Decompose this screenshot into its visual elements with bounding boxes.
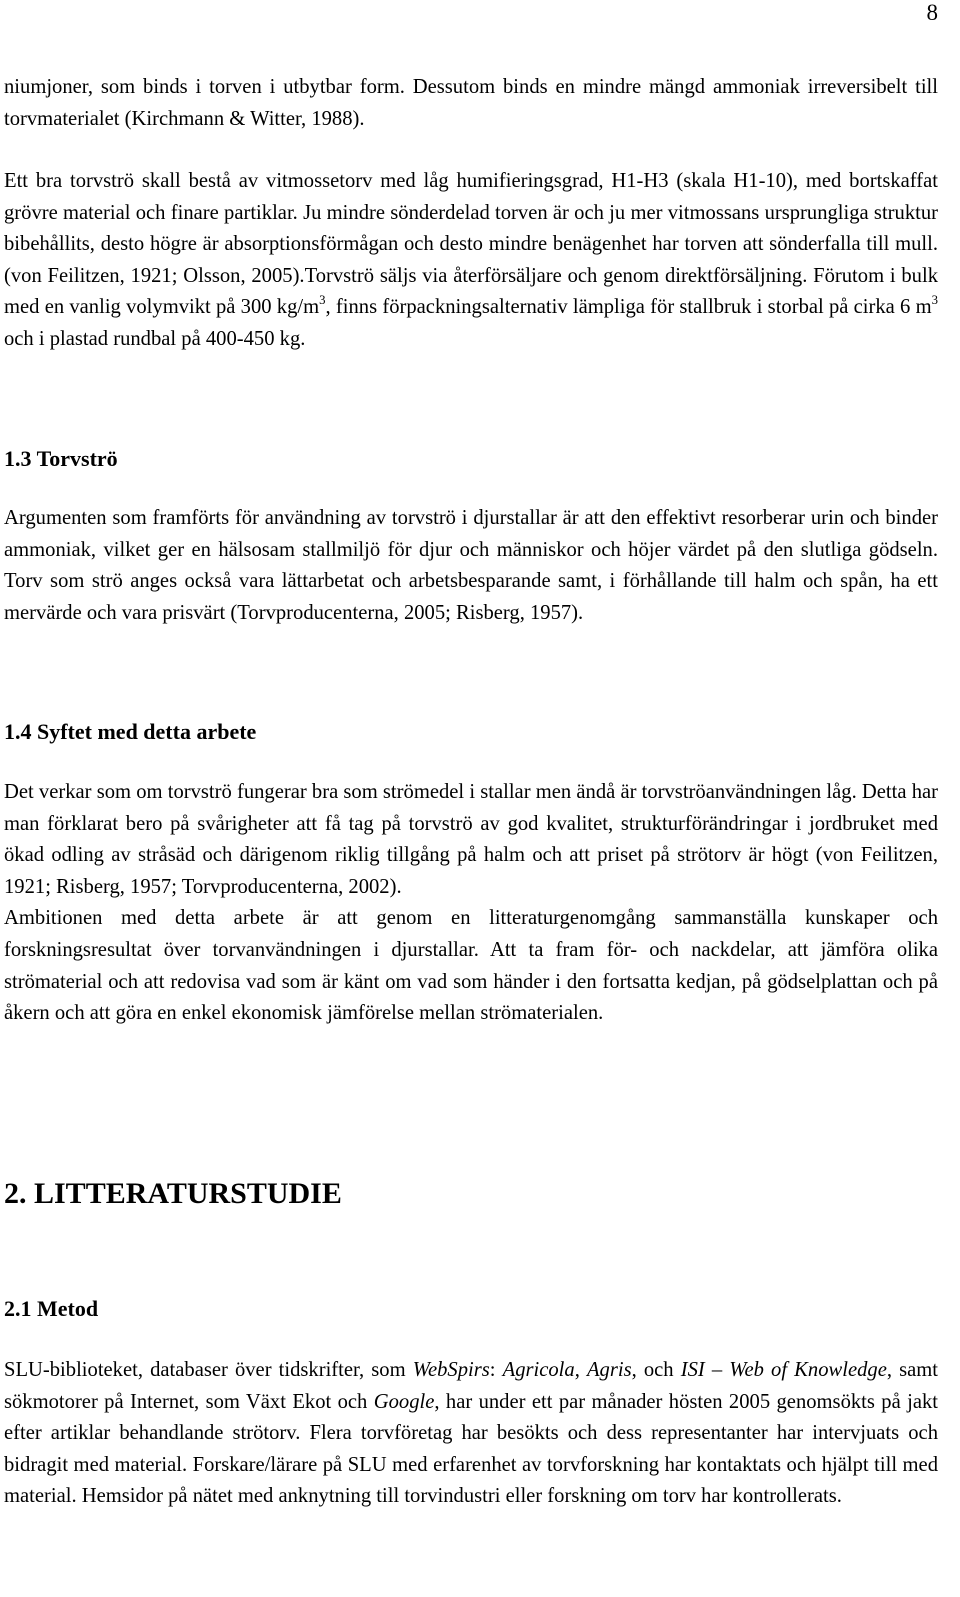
- text-run: Ett bra torvströ skall bestå av vitmossetorv med låg humifieringsgrad, H1-H3 (skala H1-10), med bortskaffat grövre material och finare partiklar. Ju mindre sönderdelad torven är och ju mer vitmossans ursprungliga struktur bibehållits, desto högre är absorptionsförmågan och desto mindre benägenhet har torven att sönderfalla till mull. (von Feilitzen, 1921; Olsson, 2005).Torvströ säljs via återförsäljare och genom direktförsäljning. Förutom i bulk med en vanlig volymvikt på 300 kg/m: [4, 170, 938, 319]
- text-run: ,: [574, 1359, 587, 1381]
- italic-text: Agricola: [502, 1359, 575, 1381]
- paragraph-intro-continued: [4, 72, 938, 135]
- section-1-3: [4, 444, 938, 474]
- chapter-heading: 2. LITTERATURSTUDIE: [4, 1177, 342, 1210]
- section-1-3-body: [4, 503, 938, 629]
- paragraph-text: Argumenten som framförts för användning av torvströ i djurstallar är att den effektivt resorberar urin och binder ammoniak, vilket ger en hälsosam stallmiljö för djur och människor och höjer värdet på den slutliga gödseln. Torv som strö anges också vara lättarbetat och arbetsbesparande samt, i förhållande till halm och spån, ha ett mervärde och vara prisvärt (Torvproducenterna, 2005; Risberg, 1957).: [4, 507, 938, 624]
- italic-text: WebSpirs: [412, 1359, 490, 1381]
- paragraph-text: Det verkar som om torvströ fungerar bra som strömedel i stallar men ändå är torvströanvändningen låg. Detta har man förklarat bero på svårigheter att få tag på torvströ av god kvalitet, strukturförändringar i jordbruket med ökad odling av stråsäd och därigenom riklig tillgång på halm och att priset på strötorv är högt (von Feilitzen, 1921; Risberg, 1957; Torvproducenterna, 2002).: [4, 781, 938, 898]
- section-heading: 1.4 Syftet med detta arbete: [4, 719, 257, 744]
- text-run: :: [489, 1359, 503, 1381]
- superscript: 3: [319, 293, 326, 308]
- text-run: , finns förpackningsalternativ lämpliga för stallbruk i storbal på cirka 6 m: [325, 296, 932, 319]
- superscript: 3: [931, 293, 938, 308]
- paragraph-text: [4, 166, 938, 356]
- paragraph-text: niumjoner, som binds i torven i utbytbar form. Dessutom binds en mindre mängd ammoniak irreversibelt till torvmaterialet (Kirchmann & Witter, 1988).: [4, 76, 938, 130]
- italic-text: ISI – Web of Knowledge: [680, 1359, 887, 1381]
- paragraph-text: [4, 1355, 938, 1513]
- page-number: 8: [926, 0, 938, 25]
- section-2-1: [4, 1294, 938, 1324]
- section-1-4-body: [4, 777, 938, 1030]
- text-run: och i plastad rundbal på 400-450 kg.: [4, 327, 306, 350]
- section-heading: 2.1 Metod: [4, 1296, 99, 1321]
- italic-text: Agris: [586, 1359, 632, 1381]
- section-heading: 1.3 Torvströ: [4, 446, 118, 471]
- chapter-2: [4, 1176, 938, 1212]
- text-run: , och: [631, 1359, 681, 1381]
- section-1-4: [4, 717, 938, 747]
- text-run: , samt sökmotorer på Internet, som Växt Ekot och: [4, 1359, 938, 1413]
- paragraph-torvstro-quality: [4, 166, 938, 356]
- text-run: , har under ett par månader hösten 2005 genomsökts på jakt efter artiklar behandlande strötorv. Flera torvföretag har besökts och dess representanter har intervjuats och bidragit med material. Forskare/lärare på SLU med erfarenhet av torvforskning har kontaktats och hjälpt till med material. Hemsidor på nätet med anknytning till torvindustri eller forskning om torv har kontrollerats.: [4, 1390, 938, 1508]
- text-run: SLU-biblioteket, databaser över tidskrifter, som: [4, 1359, 413, 1381]
- section-2-1-body: [4, 1355, 938, 1513]
- italic-text: Google: [373, 1390, 435, 1413]
- paragraph-text: Ambitionen med detta arbete är att genom en litteraturgenomgång sammanställa kunskaper och forskningsresultat över torvanvändningen i djurstallar. Att ta fram för- och nackdelar, att jämföra olika strömaterial och att redovisa vad som är känt om vad som händer i den fortsatta kedjan, på gödselplattan och på åkern och att göra en enkel ekonomisk jämförelse mellan strömaterialen.: [4, 907, 938, 1025]
